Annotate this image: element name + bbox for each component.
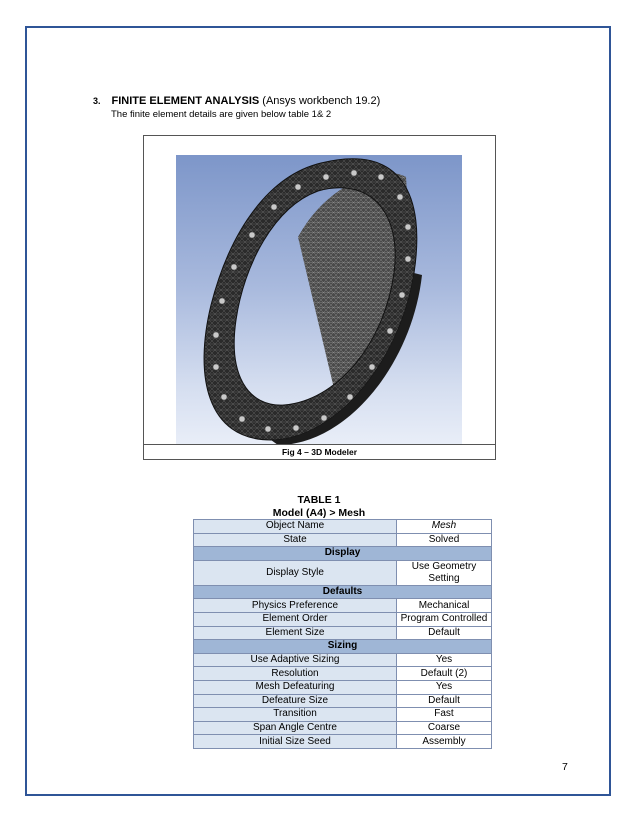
table-group-header	[194, 585, 492, 599]
section-title-suffix: (Ansys workbench 19.2)	[259, 95, 381, 107]
table-row	[194, 612, 492, 626]
row-key: Element Order	[194, 612, 397, 626]
row-key: Mesh Defeaturing	[194, 680, 397, 694]
group-label: Defaults	[194, 585, 492, 599]
row-value: Yes	[397, 653, 492, 667]
row-key: Physics Preference	[194, 599, 397, 613]
table-row	[194, 533, 492, 547]
table-row	[194, 694, 492, 708]
table-row	[194, 653, 492, 667]
row-value: Solved	[397, 533, 492, 547]
mesh-render-image	[176, 155, 462, 445]
row-key: Display Style	[194, 560, 397, 585]
row-value: Default (2)	[397, 667, 492, 681]
section-heading	[93, 95, 380, 107]
row-key: Resolution	[194, 667, 397, 681]
row-key: Transition	[194, 708, 397, 722]
row-value: Mechanical	[397, 599, 492, 613]
section-title: FINITE ELEMENT ANALYSIS	[111, 95, 260, 107]
row-key: Element Size	[194, 626, 397, 640]
row-value: Coarse	[397, 721, 492, 735]
table-row	[194, 735, 492, 749]
group-label: Display	[194, 547, 492, 561]
table-row	[194, 667, 492, 681]
group-label: Sizing	[194, 640, 492, 654]
table-row	[194, 680, 492, 694]
table-group-header	[194, 640, 492, 654]
table-row	[194, 721, 492, 735]
row-key: Use Adaptive Sizing	[194, 653, 397, 667]
figure-box	[143, 135, 496, 460]
section-number: 3.	[93, 96, 101, 106]
row-value: Default	[397, 694, 492, 708]
section-intro: The finite element details are given below table 1& 2	[111, 109, 332, 120]
row-key: Defeature Size	[194, 694, 397, 708]
page-number: 7	[562, 761, 568, 773]
row-value: Fast	[397, 708, 492, 722]
mesh-details-table	[193, 519, 492, 749]
row-key: Initial Size Seed	[194, 735, 397, 749]
row-key: State	[194, 533, 397, 547]
row-value: Mesh	[397, 520, 492, 534]
row-value: Program Controlled	[397, 612, 492, 626]
row-key: Object Name	[194, 520, 397, 534]
table-row	[194, 626, 492, 640]
row-value: Default	[397, 626, 492, 640]
row-key: Span Angle Centre	[194, 721, 397, 735]
table-row	[194, 560, 492, 585]
row-value: Yes	[397, 680, 492, 694]
table-title: TABLE 1	[297, 494, 341, 506]
table-row	[194, 599, 492, 613]
table-subtitle: Model (A4) > Mesh	[272, 507, 366, 519]
table-row	[194, 520, 492, 534]
figure-caption: Fig 4 – 3D Modeler	[144, 444, 495, 459]
table-row	[194, 708, 492, 722]
row-value: Use Geometry Setting	[397, 560, 492, 585]
table-group-header	[194, 547, 492, 561]
row-value: Assembly	[397, 735, 492, 749]
